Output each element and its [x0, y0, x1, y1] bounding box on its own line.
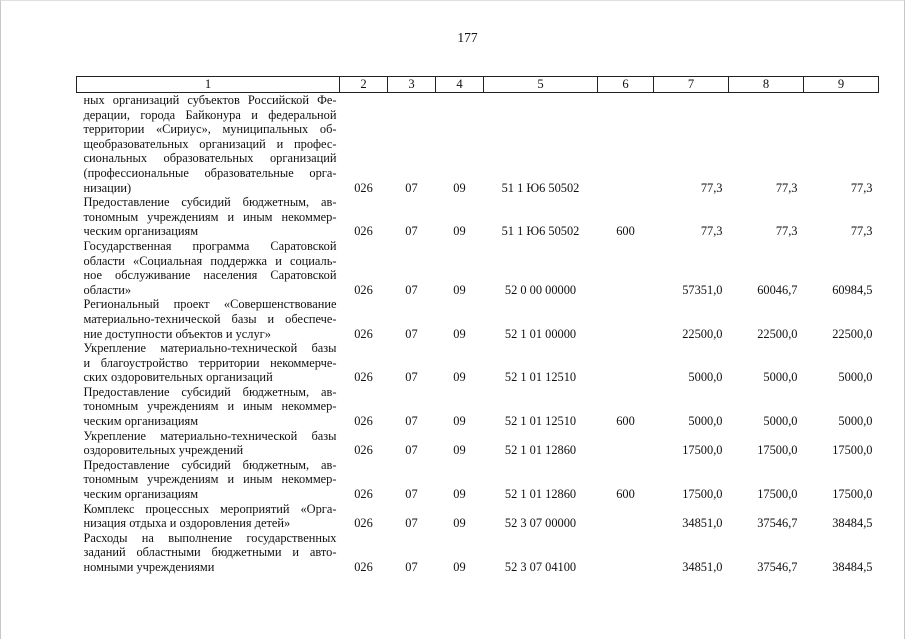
expense-item-name-line: и благоустройство территории некоммерче-: [83, 355, 337, 370]
expense-item-name-line: ских оздоровительных организаций: [83, 370, 273, 385]
target-article-code: 52 1 01 12860: [504, 443, 577, 458]
column-header: 9: [804, 77, 879, 93]
expense-item-name-line: тономным учреждениям и иным некоммер-: [83, 209, 337, 224]
table-row: [77, 195, 879, 239]
amount-year-1: 34851,0: [682, 516, 723, 531]
table-row: [77, 531, 879, 575]
expense-item-name-line: ческим организациям: [83, 487, 199, 502]
column-header: 4: [436, 77, 484, 93]
target-article-code: 52 1 01 12510: [504, 370, 577, 385]
expense-item-name-line: Предоставление субсидий бюджетным, ав-: [83, 457, 337, 472]
column-header: 2: [340, 77, 388, 93]
subsection-code: 09: [453, 282, 466, 297]
expense-item-name: [77, 429, 340, 458]
ministry-code: 026: [354, 370, 373, 385]
expense-item-name-line: области «Социальная поддержка и социаль-: [83, 253, 337, 268]
expense-item-name-line: материально-технической базы и обеспече-: [83, 311, 337, 326]
expense-item-name-line: оздоровительных учреждений: [83, 443, 244, 458]
amount-year-1: 22500,0: [682, 326, 723, 341]
amount-year-3: 17500,0: [832, 487, 873, 502]
ministry-code: 026: [354, 326, 373, 341]
expense-item-name-line: Укрепление материально-технической базы: [83, 428, 337, 443]
expense-item-name-line: Предоставление субсидий бюджетным, ав-: [83, 195, 337, 210]
section-code: 07: [405, 487, 418, 502]
table-row: [77, 502, 879, 531]
amount-year-2: 60046,7: [757, 282, 798, 297]
expense-item-name-line: Расходы на выполнение государственных: [83, 530, 337, 545]
table-row: [77, 341, 879, 385]
subsection-code: 09: [453, 487, 466, 502]
expense-item-name-line: ных организаций субъектов Российской Фе-: [83, 93, 337, 107]
subsection-code: 09: [453, 326, 466, 341]
expense-item-name: [77, 195, 340, 239]
expense-item-name-line: Укрепление материально-технической базы: [83, 341, 337, 356]
expense-type-code: 600: [616, 414, 635, 429]
table-row: [77, 429, 879, 458]
amount-year-3: 60984,5: [832, 282, 873, 297]
amount-year-1: 5000,0: [688, 414, 723, 429]
column-header: 3: [388, 77, 436, 93]
expense-item-name-line: области»: [83, 282, 132, 297]
amount-year-3: 22500,0: [832, 326, 873, 341]
target-article-code: 52 1 01 12510: [504, 414, 577, 429]
expense-item-name-line: ние доступности объектов и услуг»: [83, 326, 271, 341]
expense-item-name-line: номными учреждениями: [83, 560, 215, 574]
ministry-code: 026: [354, 282, 373, 297]
expense-type-code: 600: [616, 224, 635, 239]
amount-year-3: 38484,5: [832, 560, 873, 574]
amount-year-2: 5000,0: [763, 414, 798, 429]
expense-item-name-line: тономным учреждениям и иным некоммер-: [83, 472, 337, 487]
amount-year-1: 17500,0: [682, 443, 723, 458]
table-row: [77, 93, 879, 196]
amount-year-1: 77,3: [700, 180, 723, 195]
target-article-code: 51 1 Ю6 50502: [501, 224, 580, 239]
expense-item-name-line: дерации, города Байконура и федеральной: [83, 107, 337, 122]
subsection-code: 09: [453, 443, 466, 458]
expense-item-name-line: ческим организациям: [83, 224, 199, 239]
expense-type-code: [598, 531, 654, 575]
ministry-code: 026: [354, 180, 373, 195]
budget-table: [76, 76, 879, 575]
expense-item-name: [77, 239, 340, 297]
subsection-code: 09: [453, 180, 466, 195]
ministry-code: 026: [354, 414, 373, 429]
ministry-code: 026: [354, 224, 373, 239]
amount-year-1: 57351,0: [682, 282, 723, 297]
ministry-code: 026: [354, 487, 373, 502]
column-header: 1: [77, 77, 340, 93]
expense-item-name-line: сиональных образовательных организаций: [83, 151, 337, 166]
amount-year-3: 5000,0: [838, 414, 873, 429]
amount-year-2: 37546,7: [757, 560, 798, 574]
table-row: [77, 385, 879, 429]
amount-year-1: 17500,0: [682, 487, 723, 502]
expense-item-name: [77, 297, 340, 341]
table-row: [77, 239, 879, 297]
expense-item-name-line: Предоставление субсидий бюджетным, ав-: [83, 384, 337, 399]
expense-item-name-line: щеобразовательных организаций и профес-: [83, 136, 337, 151]
expense-item-name-line: Государственная программа Саратовской: [83, 238, 337, 253]
section-code: 07: [405, 370, 418, 385]
ministry-code: 026: [354, 443, 373, 458]
subsection-code: 09: [453, 370, 466, 385]
section-code: 07: [405, 443, 418, 458]
column-number-header: [77, 77, 879, 93]
amount-year-3: 5000,0: [838, 370, 873, 385]
section-code: 07: [405, 224, 418, 239]
target-article-code: 52 1 01 12860: [504, 487, 577, 502]
amount-year-2: 77,3: [775, 180, 798, 195]
amount-year-2: 17500,0: [757, 443, 798, 458]
table-row: [77, 458, 879, 502]
column-header: 6: [598, 77, 654, 93]
expense-item-name: [77, 93, 340, 196]
expense-item-name: [77, 531, 340, 575]
expense-item-name-line: низации): [83, 180, 132, 195]
amount-year-2: 77,3: [775, 224, 798, 239]
subsection-code: 09: [453, 560, 466, 574]
expense-type-code: [598, 502, 654, 531]
expense-item-name-line: территории «Сириус», муниципальных об-: [83, 122, 337, 137]
amount-year-1: 5000,0: [688, 370, 723, 385]
ministry-code: 026: [354, 516, 373, 531]
expense-item-name-line: ческим организациям: [83, 414, 199, 429]
amount-year-2: 17500,0: [757, 487, 798, 502]
table-body: [77, 93, 879, 575]
expense-type-code: [598, 429, 654, 458]
amount-year-3: 77,3: [850, 180, 873, 195]
amount-year-3: 17500,0: [832, 443, 873, 458]
expense-item-name-line: тономным учреждениям и иным некоммер-: [83, 399, 337, 414]
section-code: 07: [405, 560, 418, 574]
expense-item-name: [77, 385, 340, 429]
expense-type-code: [598, 93, 654, 196]
section-code: 07: [405, 326, 418, 341]
expense-item-name: [77, 341, 340, 385]
amount-year-2: 5000,0: [763, 370, 798, 385]
section-code: 07: [405, 180, 418, 195]
amount-year-1: 34851,0: [682, 560, 723, 574]
amount-year-1: 77,3: [700, 224, 723, 239]
target-article-code: 52 3 07 04100: [504, 560, 577, 574]
target-article-code: 52 0 00 00000: [504, 282, 577, 297]
subsection-code: 09: [453, 224, 466, 239]
column-header: 5: [484, 77, 598, 93]
expense-item-name-line: (профессиональные образовательные орга-: [83, 165, 337, 180]
expense-item-name-line: ное обслуживание населения Саратовской: [83, 268, 337, 283]
expense-type-code: [598, 341, 654, 385]
column-header: 7: [654, 77, 729, 93]
amount-year-3: 77,3: [850, 224, 873, 239]
subsection-code: 09: [453, 516, 466, 531]
section-code: 07: [405, 516, 418, 531]
expense-item-name: [77, 502, 340, 531]
table-row: [77, 297, 879, 341]
amount-year-2: 22500,0: [757, 326, 798, 341]
target-article-code: 51 1 Ю6 50502: [501, 180, 580, 195]
target-article-code: 52 1 01 00000: [504, 326, 577, 341]
subsection-code: 09: [453, 414, 466, 429]
amount-year-3: 38484,5: [832, 516, 873, 531]
section-code: 07: [405, 282, 418, 297]
ministry-code: 026: [354, 560, 373, 574]
expense-item-name-line: Комплекс процессных мероприятий «Орга-: [83, 501, 337, 516]
expense-type-code: 600: [616, 487, 635, 502]
expense-item-name-line: заданий областными бюджетными и авто-: [83, 545, 337, 560]
section-code: 07: [405, 414, 418, 429]
expense-item-name-line: низация отдыха и оздоровления детей»: [83, 516, 291, 531]
expense-item-name: [77, 458, 340, 502]
expense-type-code: [598, 239, 654, 297]
column-header: 8: [729, 77, 804, 93]
amount-year-2: 37546,7: [757, 516, 798, 531]
expense-item-name-line: Региональный проект «Совершенствование: [83, 297, 337, 312]
target-article-code: 52 3 07 00000: [504, 516, 577, 531]
expense-type-code: [598, 297, 654, 341]
page-number: 177: [457, 30, 478, 45]
